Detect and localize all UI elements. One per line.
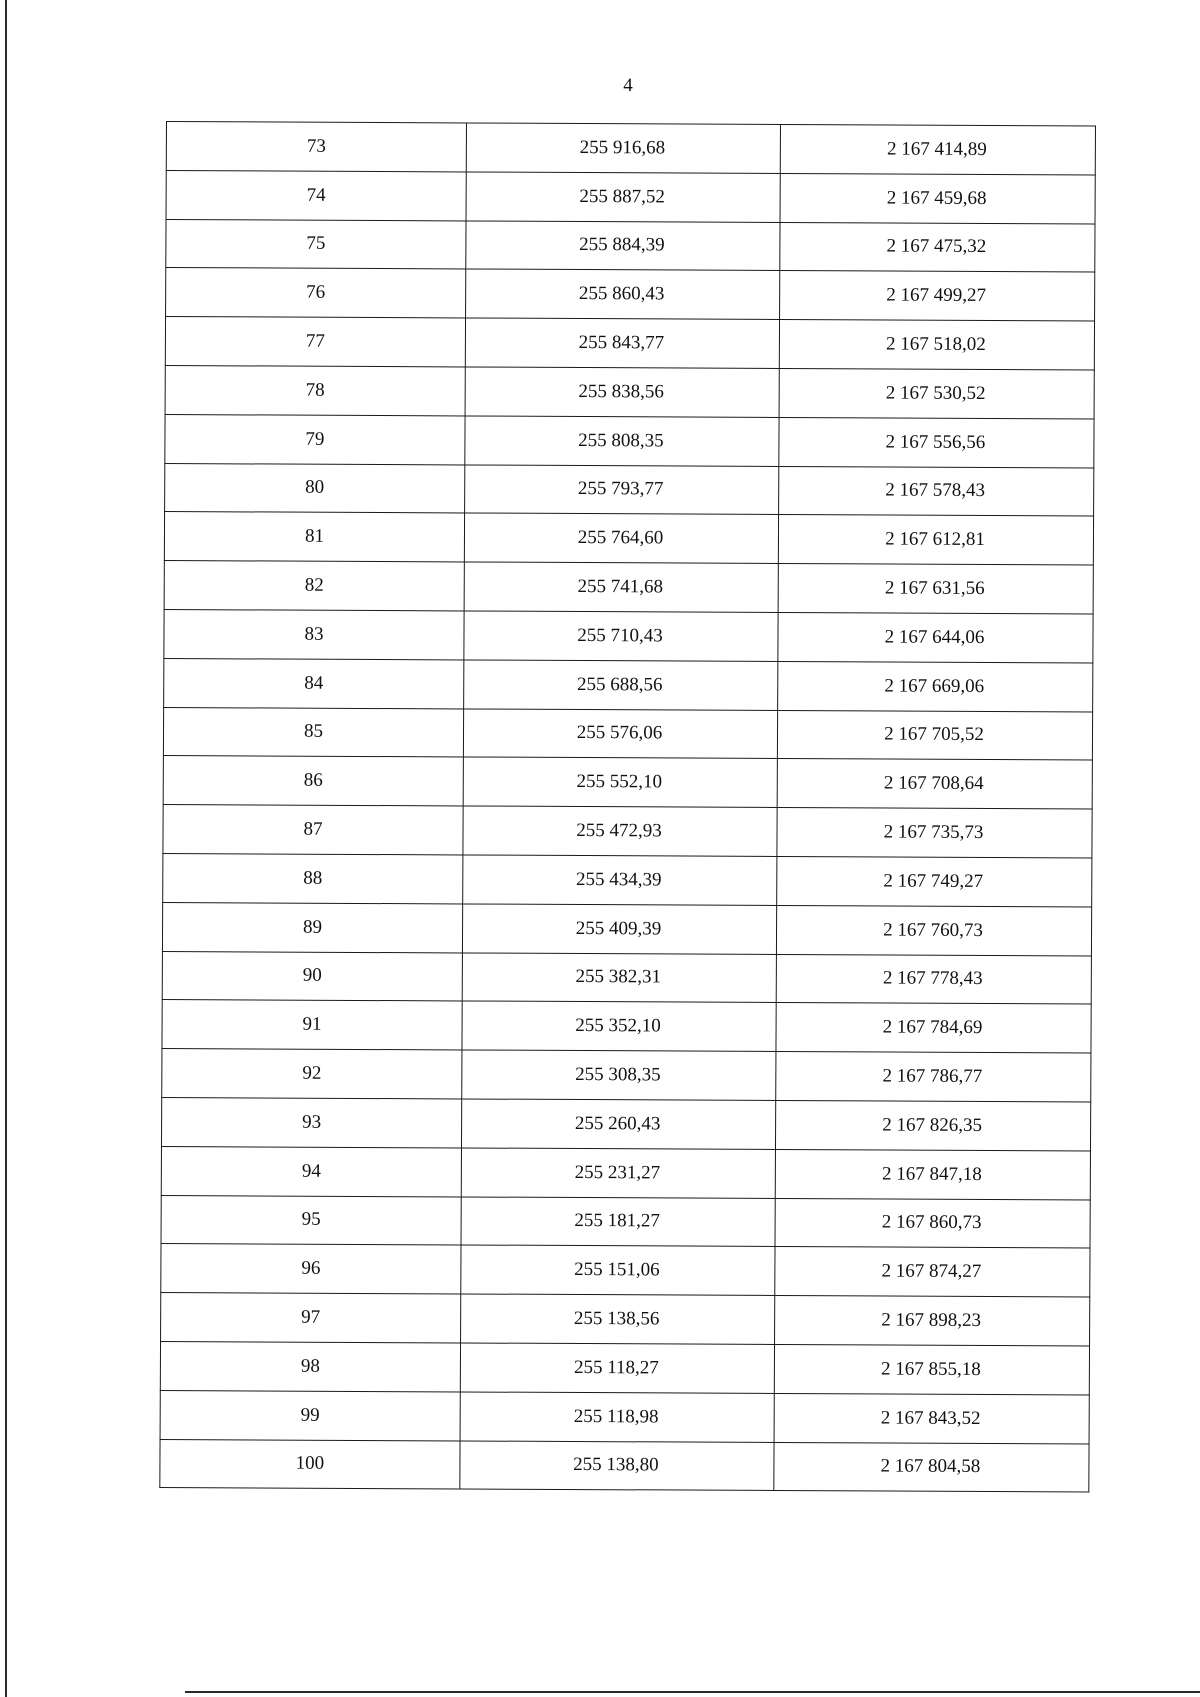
point-number-cell: 83 [164, 609, 464, 659]
point-number-cell: 87 [163, 805, 463, 855]
x-coordinate-cell: 255 576,06 [463, 709, 777, 759]
x-coordinate-cell: 255 710,43 [464, 611, 778, 661]
x-coordinate-cell: 255 138,56 [461, 1294, 775, 1344]
x-coordinate-cell: 255 260,43 [461, 1099, 775, 1149]
x-coordinate-cell: 255 838,56 [465, 367, 779, 417]
point-number-cell: 97 [161, 1293, 461, 1343]
table-row [160, 1341, 1089, 1394]
y-coordinate-cell: 2 167 499,27 [780, 271, 1095, 321]
point-number-cell: 80 [165, 463, 465, 513]
table-row [161, 1097, 1090, 1150]
table-row [161, 1293, 1090, 1346]
table-row [163, 853, 1092, 906]
y-coordinate-cell: 2 167 669,06 [778, 661, 1093, 711]
x-coordinate-cell: 255 764,60 [464, 513, 778, 563]
table-row [163, 707, 1092, 760]
point-number-cell: 100 [160, 1439, 460, 1489]
x-coordinate-cell: 255 552,10 [463, 757, 777, 807]
x-coordinate-cell: 255 382,31 [462, 953, 776, 1003]
table-row [160, 1439, 1089, 1492]
point-number-cell: 89 [162, 902, 462, 952]
point-number-cell: 78 [165, 365, 465, 415]
table-row [161, 1195, 1090, 1248]
table-row [162, 1049, 1091, 1102]
y-coordinate-cell: 2 167 760,73 [776, 905, 1091, 955]
point-number-cell: 75 [166, 219, 466, 269]
x-coordinate-cell: 255 409,39 [462, 904, 776, 954]
x-coordinate-cell: 255 138,80 [460, 1440, 774, 1490]
y-coordinate-cell: 2 167 475,32 [780, 222, 1095, 272]
scan-edge-left [5, 0, 7, 1697]
table-row [161, 1244, 1090, 1297]
y-coordinate-cell: 2 167 631,56 [778, 564, 1093, 614]
y-coordinate-cell: 2 167 578,43 [779, 466, 1094, 516]
point-number-cell: 98 [160, 1341, 460, 1391]
x-coordinate-cell: 255 916,68 [466, 123, 780, 173]
table-row [166, 170, 1095, 223]
x-coordinate-cell: 255 884,39 [466, 221, 780, 271]
y-coordinate-cell: 2 167 459,68 [780, 173, 1095, 223]
y-coordinate-cell: 2 167 518,02 [779, 320, 1094, 370]
x-coordinate-cell: 255 472,93 [463, 806, 777, 856]
y-coordinate-cell: 2 167 612,81 [778, 515, 1093, 565]
y-coordinate-cell: 2 167 804,58 [774, 1442, 1089, 1492]
table-row [163, 805, 1092, 858]
y-coordinate-cell: 2 167 705,52 [777, 710, 1092, 760]
x-coordinate-cell: 255 808,35 [465, 416, 779, 466]
table-row [165, 463, 1094, 516]
y-coordinate-cell: 2 167 786,77 [776, 1052, 1091, 1102]
x-coordinate-cell: 255 434,39 [463, 855, 777, 905]
table-row [164, 609, 1093, 662]
y-coordinate-cell: 2 167 749,27 [777, 856, 1092, 906]
x-coordinate-cell: 255 741,68 [464, 562, 778, 612]
table-row [162, 951, 1091, 1004]
point-number-cell: 88 [163, 853, 463, 903]
y-coordinate-cell: 2 167 735,73 [777, 808, 1092, 858]
x-coordinate-cell: 255 793,77 [465, 465, 779, 515]
point-number-cell: 90 [162, 951, 462, 1001]
point-number-cell: 96 [161, 1244, 461, 1294]
y-coordinate-cell: 2 167 860,73 [775, 1198, 1090, 1248]
x-coordinate-cell: 255 151,06 [461, 1245, 775, 1295]
y-coordinate-cell: 2 167 708,64 [777, 759, 1092, 809]
y-coordinate-cell: 2 167 414,89 [780, 125, 1095, 175]
point-number-cell: 81 [164, 512, 464, 562]
x-coordinate-cell: 255 181,27 [461, 1196, 775, 1246]
table-row [161, 1146, 1090, 1199]
coordinates-table-body [160, 122, 1096, 1493]
y-coordinate-cell: 2 167 843,52 [774, 1393, 1089, 1443]
y-coordinate-cell: 2 167 556,56 [779, 417, 1094, 467]
table-row [164, 512, 1093, 565]
point-number-cell: 85 [163, 707, 463, 757]
point-number-cell: 91 [162, 1000, 462, 1050]
table-row [166, 268, 1095, 321]
table-row [164, 561, 1093, 614]
point-number-cell: 76 [166, 268, 466, 318]
table-row [165, 365, 1094, 418]
table-row [163, 756, 1092, 809]
y-coordinate-cell: 2 167 784,69 [776, 1003, 1091, 1053]
page-number: 4 [623, 75, 633, 96]
point-number-cell: 84 [164, 658, 464, 708]
point-number-cell: 79 [165, 414, 465, 464]
table-row [166, 122, 1095, 175]
x-coordinate-cell: 255 308,35 [462, 1050, 776, 1100]
x-coordinate-cell: 255 118,27 [460, 1343, 774, 1393]
x-coordinate-cell: 255 843,77 [465, 318, 779, 368]
point-number-cell: 82 [164, 561, 464, 611]
point-number-cell: 99 [160, 1390, 460, 1440]
table-row [165, 317, 1094, 370]
scan-edge-bottom [185, 1691, 1200, 1693]
point-number-cell: 77 [165, 317, 465, 367]
coordinates-table [159, 121, 1096, 1493]
x-coordinate-cell: 255 118,98 [460, 1392, 774, 1442]
point-number-cell: 94 [161, 1146, 461, 1196]
y-coordinate-cell: 2 167 530,52 [779, 368, 1094, 418]
table-row [160, 1390, 1089, 1443]
point-number-cell: 95 [161, 1195, 461, 1245]
x-coordinate-cell: 255 887,52 [466, 172, 780, 222]
table-row [165, 414, 1094, 467]
table-row [166, 219, 1095, 272]
x-coordinate-cell: 255 688,56 [464, 660, 778, 710]
x-coordinate-cell: 255 352,10 [462, 1001, 776, 1051]
point-number-cell: 74 [166, 170, 466, 220]
x-coordinate-cell: 255 860,43 [466, 269, 780, 319]
table-row [164, 658, 1093, 711]
point-number-cell: 93 [161, 1097, 461, 1147]
y-coordinate-cell: 2 167 644,06 [778, 612, 1093, 662]
table-row [162, 1000, 1091, 1053]
point-number-cell: 73 [166, 122, 466, 172]
y-coordinate-cell: 2 167 855,18 [774, 1344, 1089, 1394]
table-row [162, 902, 1091, 955]
y-coordinate-cell: 2 167 874,27 [775, 1247, 1090, 1297]
y-coordinate-cell: 2 167 847,18 [775, 1149, 1090, 1199]
y-coordinate-cell: 2 167 826,35 [775, 1100, 1090, 1150]
x-coordinate-cell: 255 231,27 [461, 1148, 775, 1198]
y-coordinate-cell: 2 167 898,23 [775, 1296, 1090, 1346]
point-number-cell: 92 [162, 1049, 462, 1099]
y-coordinate-cell: 2 167 778,43 [776, 954, 1091, 1004]
point-number-cell: 86 [163, 756, 463, 806]
